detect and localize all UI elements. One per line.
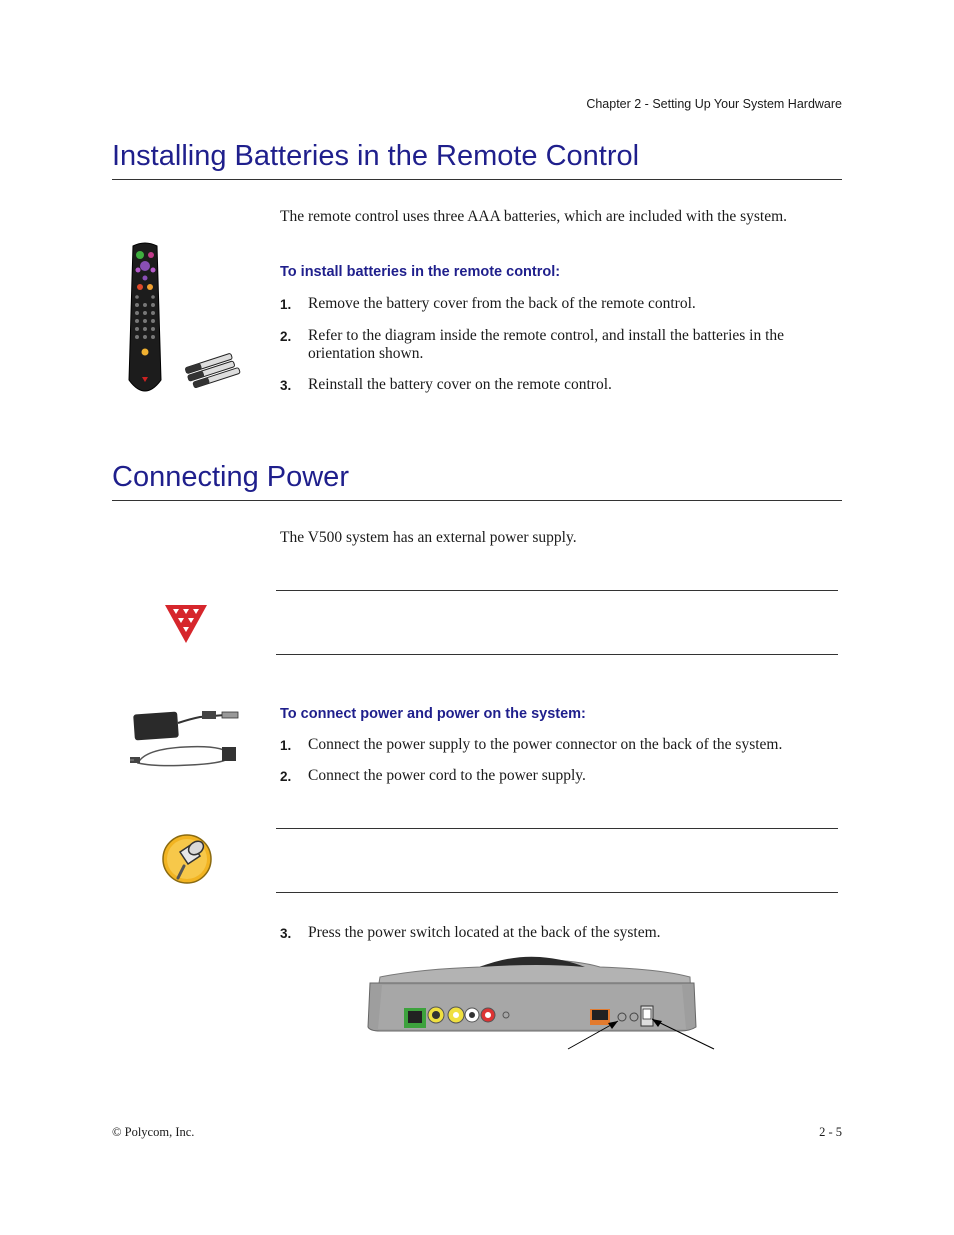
step-number: 2. (280, 329, 292, 344)
warning-top-rule (276, 590, 838, 591)
step-item (280, 767, 842, 786)
step-text: Press the power switch located at the back of the system. (308, 924, 661, 941)
power-intro: The V500 system has an external power supply. (280, 529, 577, 546)
footer-copyright: © Polycom, Inc. (112, 1125, 195, 1139)
step-text: Remove the battery cover from the back of the remote control. (308, 295, 696, 312)
section-rule (112, 179, 842, 180)
pushpin-note-icon (158, 830, 216, 886)
batteries-intro: The remote control uses three AAA batteries, which are included with the system. (280, 208, 788, 225)
procedure-title-power: To connect power and power on the system: (280, 706, 586, 722)
step-item (280, 295, 842, 314)
step-number: 1. (280, 297, 292, 312)
note-top-rule (276, 828, 838, 829)
step-item (280, 327, 842, 363)
step-item (280, 736, 842, 755)
step-number: 3. (280, 926, 292, 941)
running-header: Chapter 2 - Setting Up Your System Hardware (586, 97, 842, 111)
remote-control-image (125, 240, 245, 400)
step-text: Connect the power cord to the power supply. (308, 767, 586, 784)
section-rule (112, 500, 842, 501)
step-item (280, 924, 842, 943)
system-back-panel-image (360, 955, 720, 1055)
footer-page-number: 2 - 5 (819, 1125, 842, 1139)
note-bottom-rule (276, 892, 838, 893)
section-title-power: Connecting Power (112, 461, 349, 493)
polycom-triangle-icon (163, 603, 209, 645)
warning-bottom-rule (276, 654, 838, 655)
step-number: 2. (280, 769, 292, 784)
step-text: Connect the power supply to the power connector on the back of the system. (308, 736, 783, 753)
step-item (280, 376, 842, 395)
power-supply-image (130, 705, 245, 773)
procedure-title-batteries: To install batteries in the remote control: (280, 264, 561, 280)
step-text: Refer to the diagram inside the remote control, and install the batteries in the orientation shown. (308, 327, 785, 362)
step-text: Reinstall the battery cover on the remote control. (308, 376, 612, 393)
step-number: 1. (280, 738, 292, 753)
section-title-batteries: Installing Batteries in the Remote Control (112, 140, 640, 172)
step-number: 3. (280, 378, 292, 393)
